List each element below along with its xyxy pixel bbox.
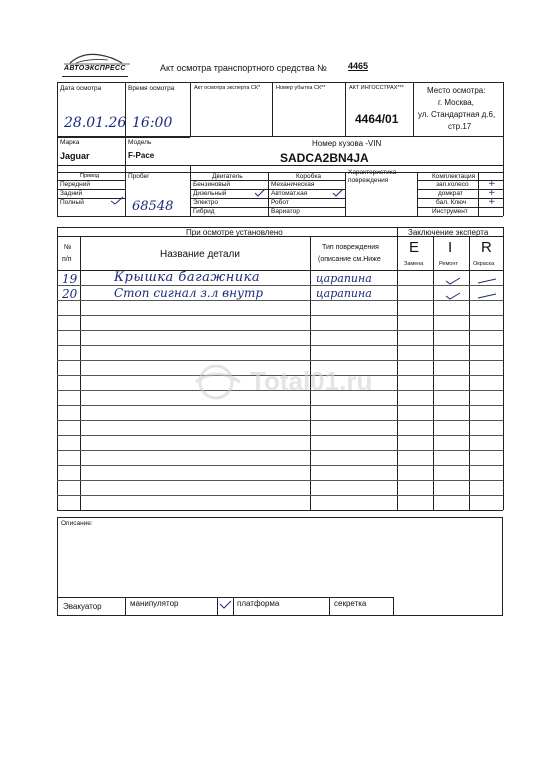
vin-label: Номер кузова -VIN (312, 139, 382, 148)
model-label: Модель (128, 139, 152, 146)
replace-label: Замена (404, 261, 424, 267)
kit-mark-spare: + (488, 179, 496, 189)
ingosstrakh-act-label: АКТ ИНГОССТРАХ*** (349, 85, 404, 91)
engine-option-electric[interactable]: Электро (193, 199, 218, 206)
table-row-line (57, 360, 503, 361)
damage-char-label-1: Характеристика (348, 169, 397, 176)
kit-option-jack[interactable]: домкрат (438, 190, 463, 197)
table-row-line (57, 330, 503, 331)
gearbox-option-robot[interactable]: Робот (271, 199, 289, 206)
watermark-logo (190, 362, 246, 407)
expert-act-label: Акт осмотра эксперта СК* (194, 85, 261, 91)
paint-label: Окраска (473, 261, 495, 267)
model-value: F-Pace (128, 151, 155, 160)
checkmark-icon (254, 188, 266, 198)
gearbox-option-auto[interactable]: Автомат.кая (271, 190, 308, 197)
description-label: Описание: (61, 520, 93, 527)
kit-mark-jack: + (488, 188, 496, 198)
logo-text: АВТОЭКСПРЕСС (64, 65, 126, 72)
checkmark-icon (445, 277, 461, 285)
location-line-1: г. Москва, (438, 98, 474, 107)
table-row-line (57, 480, 503, 481)
mileage-value: 68548 (132, 199, 174, 214)
vin-value: SADCA2BN4JA (280, 151, 369, 165)
engine-option-hybrid[interactable]: Гибрид (193, 208, 215, 215)
table-row-line (57, 495, 503, 496)
e-letter: E (409, 239, 420, 256)
engine-label: Двигатель (212, 173, 243, 180)
r-letter: R (481, 239, 492, 256)
row-number: 19 (62, 272, 78, 286)
table-row-line (57, 465, 503, 466)
kit-label: Комплектация (432, 173, 476, 180)
description-box (57, 517, 503, 616)
row-damage-type: царапина (316, 272, 372, 285)
drive-option-full[interactable]: Полный (60, 199, 84, 206)
kit-option-tools[interactable]: Инструмент (432, 208, 468, 215)
checkmark-icon (445, 292, 461, 300)
damage-char-label-2: повреждения (348, 177, 389, 184)
row-part-name: Крышка багажника (114, 270, 261, 285)
repair-label: Ремонт (439, 261, 458, 267)
platform-label[interactable]: платформа (237, 599, 280, 608)
table-row-line (57, 435, 503, 436)
damage-type-label-2: (описание см.Ниже (318, 256, 381, 263)
checkmark-icon (219, 600, 232, 609)
found-header: При осмотре установлено (186, 228, 283, 237)
loss-number-label: Номер убытка СК** (276, 85, 326, 91)
part-name-header: Название детали (160, 249, 240, 260)
checkmark-icon (110, 196, 124, 206)
act-number: 4465 (348, 61, 369, 71)
kit-mark-wrench: + (488, 197, 496, 207)
inspection-date-label: Дата осмотра (60, 85, 102, 92)
num-label-1: № (64, 244, 72, 251)
i-letter: I (448, 239, 453, 256)
gearbox-option-manual[interactable]: Механическая (271, 181, 315, 188)
expert-header: Заключение эксперта (408, 228, 489, 237)
evacuator-label[interactable]: Эвакуатор (63, 602, 102, 611)
kit-option-wrench[interactable]: бал. Ключ (436, 199, 467, 206)
inspection-time-value: 16:00 (132, 115, 173, 131)
table-row-line (57, 300, 503, 301)
secret-label[interactable]: секретка (334, 599, 367, 608)
row-number: 20 (62, 287, 78, 301)
gearbox-label: Коробка (296, 173, 321, 180)
make-label: Марка (60, 139, 80, 146)
table-row-line (57, 315, 503, 316)
kit-option-spare[interactable]: зап.колесо (436, 181, 469, 188)
drive-option-front[interactable]: Передний (60, 181, 91, 188)
manipulator-label[interactable]: манипулятор (130, 599, 179, 608)
ingosstrakh-act-value: 4464/01 (355, 112, 399, 126)
drive-label: Привод (80, 173, 100, 179)
checkmark-icon (332, 188, 344, 198)
engine-option-diesel[interactable]: Дизельный (193, 190, 227, 197)
checkmark-icon (477, 293, 497, 299)
location-label: Место осмотра: (427, 86, 486, 95)
table-row-line (57, 405, 503, 406)
document-title: Акт осмотра транспортного средства № (160, 63, 327, 73)
watermark-text: Total01.ru (250, 366, 373, 396)
location-line-3: стр.17 (448, 122, 472, 131)
mileage-label: Пробег (128, 173, 150, 180)
inspection-time-label: Время осмотра (128, 85, 175, 92)
row-part-name: Стоп сигнал з.л внутр (114, 286, 264, 300)
drive-option-rear[interactable]: Задний (60, 190, 83, 197)
engine-option-petrol[interactable]: Бензиновый (193, 181, 231, 188)
table-row-line (57, 450, 503, 451)
table-row-line (57, 420, 503, 421)
make-value: Jaguar (60, 151, 90, 161)
gearbox-option-cvt[interactable]: Вариатор (271, 208, 300, 215)
company-logo (62, 50, 132, 76)
damage-type-label-1: Тип повреждения (322, 244, 379, 251)
table-row-line (57, 345, 503, 346)
inspection-date-value: 28.01.26 (64, 115, 127, 131)
num-label-2: п/п (62, 256, 72, 263)
row-damage-type: царапина (316, 287, 372, 300)
checkmark-icon (477, 278, 497, 284)
location-line-2: ул. Стандартная д.6, (418, 110, 496, 119)
